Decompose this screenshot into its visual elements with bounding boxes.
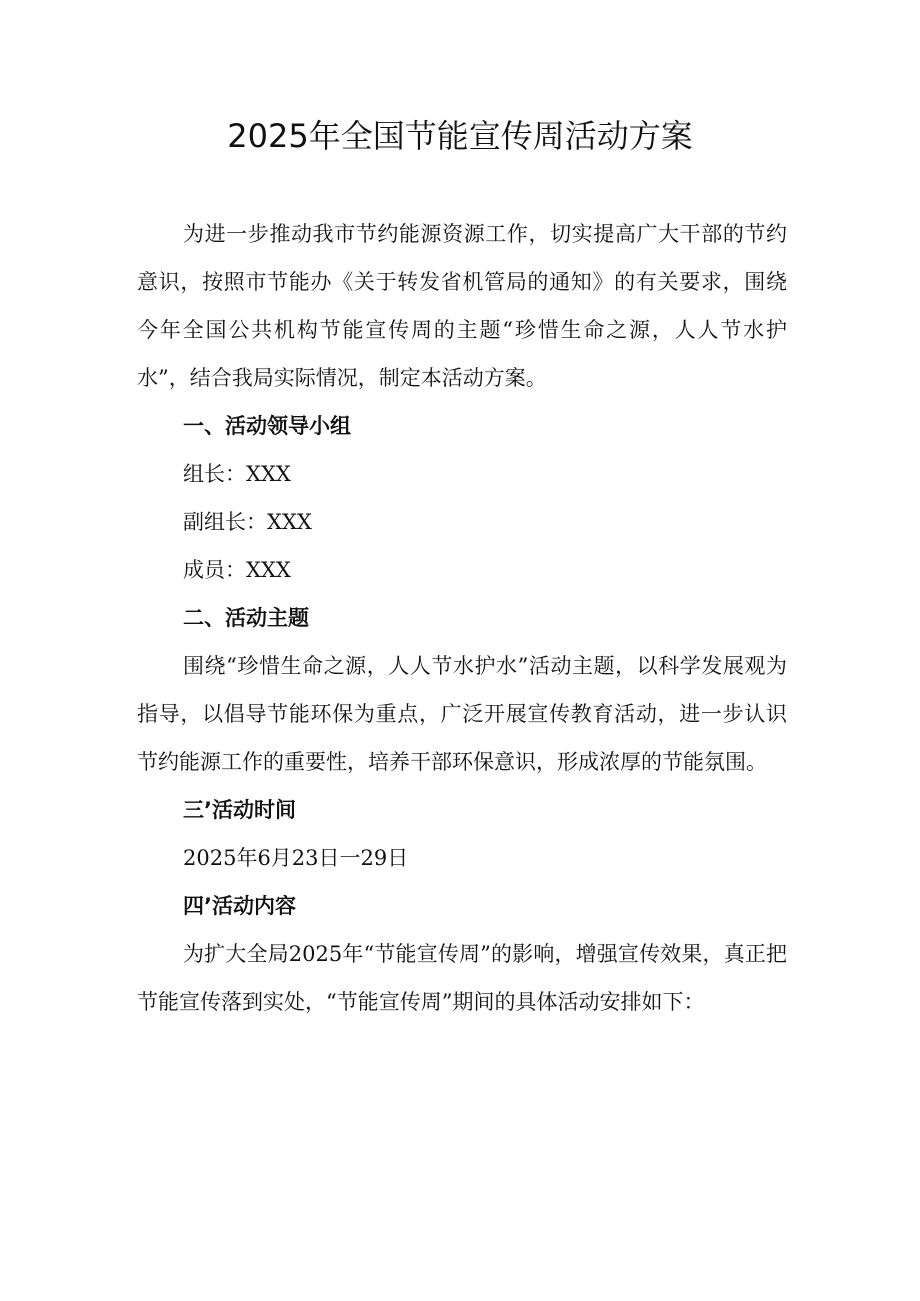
activity-date: 2025年6月23日一29日 [183, 846, 409, 870]
section-heading-time: 三’活动时间 [183, 798, 296, 822]
section-heading-content: 四’活动内容 [183, 894, 296, 918]
intro-paragraph: 为进一步推动我市节约能源资源工作，切实提高广大干部的节约意识，按照市节能办《关于转发省机管局的通知》的有关要求，围绕今年全国公共机构节能宣传周的主题“珍惜生命之源，人人节水护水”，结合我局实际情况，制定本活动方案。 [137, 222, 787, 390]
document-body [137, 210, 787, 1026]
content-paragraph: 为扩大全局2025年“节能宣传周”的影响，增强宣传效果，真正把节能宣传落到实处，“节能宣传周”期间的具体活动安排如下： [137, 942, 787, 1014]
document-title: 2025年全国节能宣传周活动方案 [227, 117, 693, 155]
leader-line: 组长：XXX [183, 462, 291, 486]
theme-paragraph: 围绕“珍惜生命之源，人人节水护水”活动主题，以科学发展观为指导，以倡导节能环保为重点，广泛开展宣传教育活动，进一步认识节约能源工作的重要性，培养干部环保意识，形成浓厚的节能氛围。 [137, 654, 787, 774]
deputy-leader-line: 副组长：XXX [183, 510, 312, 534]
section-heading-leadership: 一、活动领导小组 [183, 414, 351, 438]
members-line: 成员：XXX [183, 558, 291, 582]
section-heading-theme: 二、活动主题 [183, 606, 309, 630]
